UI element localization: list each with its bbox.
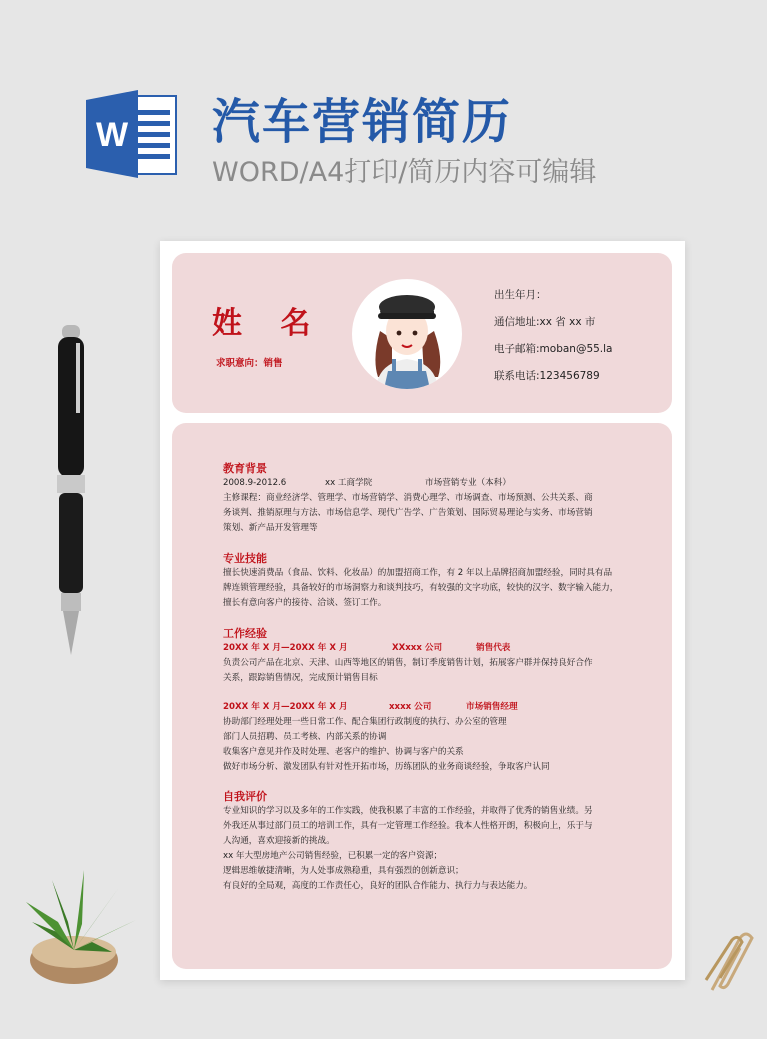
education-period: 2008.9-2012.6 [223, 478, 287, 488]
job-line: 部门人员招聘、员工考核、内部关系的协调 [223, 732, 387, 742]
education-line: 主修课程：商业经济学、管理学、市场营销学、消费心理学、市场调查、市场预测、公共关系、商 [223, 493, 593, 503]
fountain-pen-icon [52, 325, 90, 655]
section-heading-evaluation: 自我评价 [223, 790, 267, 803]
cartoon-girl-avatar-icon [352, 279, 462, 389]
skills-line: 牌连锁管理经验，具备较好的市场洞察力和谈判技巧，有较强的文字功底，较快的汉字、数字输入能力， [223, 583, 619, 593]
info-label: 电子邮箱 [494, 343, 536, 355]
section-heading-skills: 专业技能 [223, 552, 267, 565]
info-address [494, 314, 595, 329]
job-role: 市场销售经理 [466, 702, 518, 712]
info-email [494, 341, 613, 356]
job-role: 销售代表 [476, 643, 511, 653]
skills-line: 擅长快速消费品（食品、饮料、化妆品）的加盟招商工作，有 2 年以上品牌招商加盟经验，同时具有品 [223, 568, 613, 578]
info-label: 通信地址 [494, 316, 536, 328]
education-major: 市场营销专业（本科） [425, 478, 511, 488]
job-line: 负责公司产品在北京、天津、山西等地区的销售，制订季度销售计划，拓展客户群并保持良好合作 [223, 658, 593, 668]
job-company: XXxxx 公司 [392, 643, 443, 653]
evaluation-line: 专业知识的学习以及多年的工作实践，使我积累了丰富的工作经验，并取得了优秀的销售业绩。另 [223, 806, 593, 816]
education-line: 策划、新产品开发管理等 [223, 523, 318, 533]
job-line: 收集客户意见并作及时处理、老客户的维护、协调与客户的关系 [223, 747, 464, 757]
job-line: 做好市场分析、激发团队有针对性开拓市场，历练团队的业务商谈经验，争取客户认同 [223, 762, 550, 772]
evaluation-line: 逻辑思维敏捷清晰，为人处事成熟稳重，具有强烈的创新意识； [223, 866, 464, 876]
candidate-name: 姓 名 [212, 306, 325, 341]
job-company: xxxx 公司 [389, 702, 432, 712]
evaluation-line: 人沟通，喜欢迎接新的挑战。 [223, 836, 335, 846]
page-title: 汽车营销简历 [212, 94, 513, 150]
word-logo-letter: W [95, 116, 129, 154]
job-period: 20XX 年 X 月—20XX 年 X 月 [223, 643, 348, 653]
page-subtitle: WORD/A4打印/简历内容可编辑 [212, 157, 597, 188]
info-birth [494, 287, 547, 302]
education-line: 务谈判、推销原理与方法、市场信息学、现代广告学、广告策划、国际贸易理论与实务、市场营销 [223, 508, 593, 518]
info-label: 联系电话 [494, 370, 536, 382]
info-value: :xx 省 xx 市 [536, 316, 596, 328]
info-label: 出生年月： [494, 289, 547, 301]
job-period: 20XX 年 X 月—20XX 年 X 月 [223, 702, 348, 712]
info-value: :moban@55.la [536, 343, 613, 355]
evaluation-line: 外我还从事过部门员工的培训工作，具有一定管理工作经验。我本人性格开朗，积极向上，乐于与 [223, 821, 593, 831]
job-intent: 求职意向：销售 [216, 358, 283, 369]
info-value: :123456789 [536, 370, 600, 382]
potted-plant-icon [12, 862, 142, 987]
paperclip-icon [702, 930, 756, 1000]
evaluation-line: 有良好的全局观，高度的工作责任心，良好的团队合作能力、执行力与表达能力。 [223, 881, 533, 891]
section-heading-education: 教育背景 [223, 462, 267, 475]
education-school: xx 工商学院 [325, 478, 373, 488]
job-line: 关系，跟踪销售情况，完成预计销售目标 [223, 673, 378, 683]
section-heading-work: 工作经验 [223, 627, 267, 640]
info-phone [494, 368, 600, 383]
evaluation-line: xx 年大型房地产公司销售经验，已积累一定的客户资源； [223, 851, 443, 861]
word-logo-icon [86, 88, 178, 180]
job-line: 协助部门经理处理一些日常工作、配合集团行政制度的执行、办公室的管理 [223, 717, 507, 727]
skills-line: 擅长有意向客户的接待、洽谈、签订工作。 [223, 598, 387, 608]
